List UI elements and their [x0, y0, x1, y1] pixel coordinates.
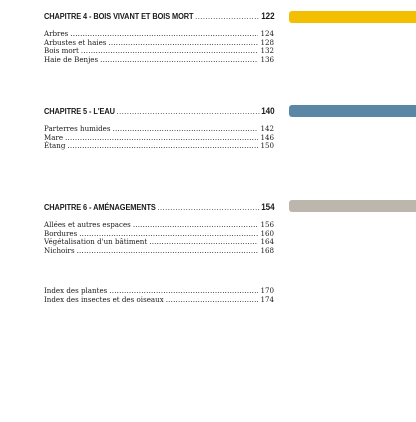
chapter-5 — [44, 105, 274, 151]
toc-entry[interactable] — [44, 238, 274, 247]
chapter-title: CHAPITRE 4 - BOIS VIVANT ET BOIS MORT — [44, 11, 194, 21]
index-entry[interactable] — [44, 296, 274, 305]
toc-entry[interactable] — [44, 56, 274, 65]
entry-page: 156 — [260, 220, 274, 229]
entry-label: Haie de Benjes — [44, 54, 99, 64]
entry-label: Index des insectes et des oiseaux — [44, 294, 164, 304]
entry-page: 132 — [260, 46, 274, 56]
chapter-6-color-bar — [289, 200, 416, 212]
entry-label: Bois mort — [44, 46, 79, 56]
chapter-heading[interactable] — [44, 10, 274, 21]
chapter-entries — [44, 125, 274, 151]
entry-label: Mare — [44, 132, 64, 142]
dot-leader — [81, 47, 259, 56]
chapter-entries — [44, 30, 274, 64]
dot-leader — [149, 238, 258, 247]
chapter-4 — [44, 10, 274, 64]
dot-leader — [77, 247, 259, 256]
toc-entry[interactable] — [44, 221, 274, 230]
chapter-title: CHAPITRE 5 - L'EAU — [44, 106, 115, 116]
dot-leader — [67, 142, 258, 151]
chapter-page: 140 — [261, 105, 275, 116]
chapter-page: 154 — [261, 201, 275, 212]
entry-page: 160 — [260, 228, 274, 238]
entry-label: Végétalisation d'un bâtiment — [44, 237, 148, 247]
toc-entry[interactable] — [44, 125, 274, 134]
dot-leader — [195, 11, 259, 21]
dot-leader — [157, 202, 259, 212]
dot-leader — [108, 39, 258, 48]
dot-leader — [133, 221, 259, 230]
entry-label: Index des plantes — [44, 286, 108, 295]
entry-page: 136 — [260, 54, 274, 64]
chapter-4-color-bar — [289, 11, 416, 23]
toc-entry[interactable] — [44, 134, 274, 143]
entry-label: Arbres — [44, 29, 69, 38]
dot-leader — [113, 125, 259, 134]
chapter-entries — [44, 221, 274, 255]
dot-leader — [65, 134, 258, 143]
entry-page: 124 — [260, 29, 274, 38]
entry-page: 146 — [260, 132, 274, 142]
dot-leader — [166, 296, 259, 305]
entry-page: 164 — [260, 237, 274, 247]
entry-label: Arbustes et haies — [44, 37, 107, 47]
chapter-6 — [44, 201, 274, 255]
chapter-5-color-bar — [289, 105, 416, 117]
chapter-page: 122 — [261, 10, 275, 21]
toc-entry[interactable] — [44, 247, 274, 256]
chapter-heading[interactable] — [44, 201, 274, 212]
entry-label: Parterres humides — [44, 124, 111, 133]
entry-page: 170 — [260, 286, 274, 295]
index-section — [44, 287, 274, 304]
entry-page: 142 — [260, 124, 274, 133]
dot-leader — [117, 106, 260, 116]
chapter-heading[interactable] — [44, 105, 274, 116]
entry-page: 150 — [260, 141, 274, 151]
chapter-title: CHAPITRE 6 - AMÉNAGEMENTS — [44, 202, 156, 212]
entry-page: 168 — [260, 245, 274, 255]
entry-label: Allées et autres espaces — [44, 220, 131, 229]
entry-page: 128 — [260, 37, 274, 47]
entry-page: 174 — [260, 294, 274, 304]
entry-label: Nichoirs — [44, 245, 75, 255]
toc-entry[interactable] — [44, 142, 274, 151]
entry-label: Étang — [44, 141, 66, 151]
dot-leader — [100, 56, 258, 65]
entry-label: Bordures — [44, 228, 78, 238]
